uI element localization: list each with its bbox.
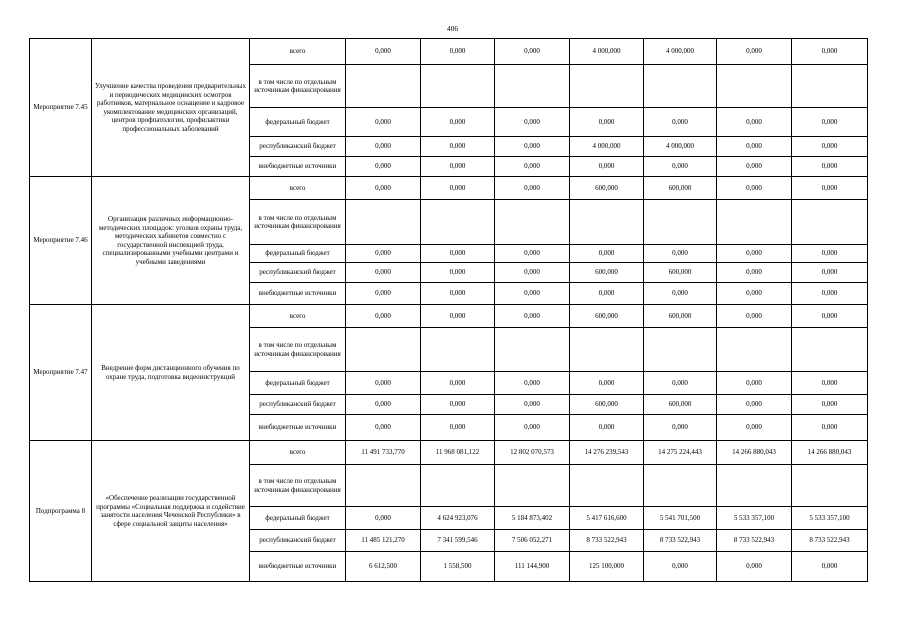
value-cell: 600,000 [570, 395, 644, 415]
value-cell: 4 624 923,076 [421, 507, 495, 530]
value-cell: 0,000 [421, 415, 495, 441]
value-cell: 5 184 873,402 [495, 507, 570, 530]
value-cell [644, 328, 717, 372]
value-cell: 0,000 [792, 283, 868, 305]
value-cell [346, 465, 421, 507]
value-cell: 0,000 [717, 39, 792, 65]
item-description-cell: «Обеспечение реализации государственной программы «Социальная поддержка и содействие занятости населения Чеченской Республики» в сфере социальной защиты населения» [92, 441, 250, 582]
value-cell: 0,000 [792, 245, 868, 263]
value-cell [495, 65, 570, 108]
value-cell: 4 000,000 [570, 137, 644, 157]
value-cell: 0,000 [421, 263, 495, 283]
value-cell: 11 485 121,270 [346, 530, 421, 552]
funding-source-cell: внебюджетные источники [250, 283, 346, 305]
value-cell [421, 328, 495, 372]
value-cell: 0,000 [570, 283, 644, 305]
value-cell [792, 65, 868, 108]
value-cell: 0,000 [495, 283, 570, 305]
value-cell: 14 266 880,043 [792, 441, 868, 465]
value-cell [421, 65, 495, 108]
funding-source-cell: федеральный бюджет [250, 245, 346, 263]
value-cell: 0,000 [717, 177, 792, 200]
value-cell: 4 000,000 [644, 137, 717, 157]
value-cell: 0,000 [421, 305, 495, 328]
value-cell: 0,000 [346, 507, 421, 530]
value-cell: 5 533 357,100 [717, 507, 792, 530]
value-cell: 600,000 [570, 263, 644, 283]
value-cell [421, 200, 495, 245]
value-cell: 600,000 [570, 305, 644, 328]
value-cell: 0,000 [346, 372, 421, 395]
value-cell: 600,000 [644, 263, 717, 283]
value-cell: 0,000 [644, 157, 717, 177]
value-cell: 0,000 [644, 415, 717, 441]
item-description-cell: Внедрение форм дистанционного обучения по охране труда, подготовка видеоинструкций [92, 305, 250, 441]
value-cell [717, 328, 792, 372]
value-cell [644, 465, 717, 507]
funding-source-cell: внебюджетные источники [250, 552, 346, 582]
value-cell: 0,000 [346, 263, 421, 283]
value-cell [717, 65, 792, 108]
value-cell: 0,000 [717, 305, 792, 328]
value-cell [570, 65, 644, 108]
value-cell: 600,000 [644, 395, 717, 415]
funding-source-cell: внебюджетные источники [250, 415, 346, 441]
value-cell [792, 465, 868, 507]
funding-source-cell: всего [250, 305, 346, 328]
value-cell: 11 491 733,770 [346, 441, 421, 465]
page-number: 406 [446, 24, 459, 33]
value-cell: 8 733 522,943 [792, 530, 868, 552]
value-cell: 0,000 [717, 395, 792, 415]
value-cell: 0,000 [792, 157, 868, 177]
value-cell: 0,000 [346, 177, 421, 200]
value-cell [570, 465, 644, 507]
value-cell: 0,000 [421, 372, 495, 395]
value-cell: 0,000 [346, 245, 421, 263]
funding-source-cell: в том числе по отдельным источникам финансирования [250, 465, 346, 507]
funding-source-cell: внебюджетные источники [250, 157, 346, 177]
value-cell: 0,000 [717, 108, 792, 137]
value-cell: 0,000 [421, 283, 495, 305]
value-cell: 0,000 [717, 552, 792, 582]
value-cell: 0,000 [570, 108, 644, 137]
value-cell [346, 328, 421, 372]
value-cell: 0,000 [644, 245, 717, 263]
value-cell: 0,000 [792, 552, 868, 582]
value-cell: 0,000 [495, 245, 570, 263]
value-cell: 0,000 [421, 39, 495, 65]
value-cell: 0,000 [717, 415, 792, 441]
value-cell: 5 541 701,500 [644, 507, 717, 530]
value-cell: 0,000 [717, 137, 792, 157]
item-description-cell: Улучшение качества проведения предварительных и периодических медицинских осмотров работников, материальное оснащение и кадровое укомплектование медицинских организаций, центров профпатологии, профилактики профессиональных заболеваний [92, 39, 250, 177]
value-cell: 0,000 [495, 137, 570, 157]
value-cell: 600,000 [570, 177, 644, 200]
funding-source-cell: республиканский бюджет [250, 263, 346, 283]
value-cell: 0,000 [717, 283, 792, 305]
value-cell: 0,000 [346, 157, 421, 177]
value-cell: 6 612,500 [346, 552, 421, 582]
value-cell: 0,000 [792, 177, 868, 200]
value-cell: 0,000 [792, 137, 868, 157]
table-row [30, 177, 868, 200]
value-cell: 7 341 599,546 [421, 530, 495, 552]
item-name-cell: Мероприятие 7.47 [30, 305, 92, 441]
value-cell: 111 144,900 [495, 552, 570, 582]
value-cell [495, 465, 570, 507]
value-cell: 125 100,000 [570, 552, 644, 582]
funding-source-cell: республиканский бюджет [250, 137, 346, 157]
value-cell [421, 465, 495, 507]
value-cell: 0,000 [346, 137, 421, 157]
value-cell: 0,000 [644, 552, 717, 582]
value-cell: 0,000 [421, 157, 495, 177]
value-cell: 0,000 [495, 39, 570, 65]
value-cell: 0,000 [570, 245, 644, 263]
funding-source-cell: в том числе по отдельным источникам финансирования [250, 200, 346, 245]
funding-source-cell: республиканский бюджет [250, 530, 346, 552]
value-cell [792, 200, 868, 245]
value-cell: 5 417 616,600 [570, 507, 644, 530]
value-cell: 0,000 [346, 415, 421, 441]
value-cell: 0,000 [792, 263, 868, 283]
value-cell: 0,000 [421, 245, 495, 263]
value-cell [644, 65, 717, 108]
value-cell: 0,000 [421, 395, 495, 415]
value-cell: 0,000 [570, 372, 644, 395]
value-cell: 0,000 [346, 108, 421, 137]
value-cell: 0,000 [495, 415, 570, 441]
value-cell: 14 266 880,043 [717, 441, 792, 465]
item-name-cell: Мероприятие 7.46 [30, 177, 92, 305]
value-cell: 0,000 [570, 415, 644, 441]
value-cell: 0,000 [792, 395, 868, 415]
value-cell: 8 733 522,943 [570, 530, 644, 552]
value-cell: 0,000 [717, 372, 792, 395]
value-cell: 0,000 [346, 395, 421, 415]
value-cell: 4 000,000 [570, 39, 644, 65]
funding-source-cell: всего [250, 177, 346, 200]
value-cell [792, 328, 868, 372]
value-cell: 0,000 [495, 177, 570, 200]
value-cell [570, 200, 644, 245]
value-cell: 8 733 522,943 [644, 530, 717, 552]
value-cell: 600,000 [644, 305, 717, 328]
value-cell: 0,000 [717, 245, 792, 263]
value-cell: 0,000 [495, 395, 570, 415]
value-cell: 0,000 [717, 157, 792, 177]
value-cell [495, 328, 570, 372]
funding-source-cell: в том числе по отдельным источникам финансирования [250, 65, 346, 108]
budget-table [29, 38, 868, 582]
item-description-cell: Организация различных информационно-методических площадок: уголков охраны труда, методических кабинетов совместно с государственной инспекцией труда, специализированными учебными центрами и учебными заведениями [92, 177, 250, 305]
item-name-cell: Мероприятие 7.45 [30, 39, 92, 177]
value-cell [346, 65, 421, 108]
value-cell: 0,000 [792, 415, 868, 441]
value-cell: 600,000 [644, 177, 717, 200]
funding-source-cell: республиканский бюджет [250, 395, 346, 415]
value-cell: 4 000,000 [644, 39, 717, 65]
funding-source-cell: всего [250, 39, 346, 65]
funding-source-cell: всего [250, 441, 346, 465]
funding-source-cell: федеральный бюджет [250, 372, 346, 395]
value-cell: 0,000 [421, 177, 495, 200]
value-cell: 0,000 [644, 108, 717, 137]
value-cell: 0,000 [495, 263, 570, 283]
table-row [30, 441, 868, 465]
value-cell: 0,000 [495, 305, 570, 328]
value-cell: 14 275 224,443 [644, 441, 717, 465]
value-cell: 0,000 [421, 108, 495, 137]
value-cell: 0,000 [346, 283, 421, 305]
value-cell: 5 533 357,100 [792, 507, 868, 530]
value-cell: 0,000 [346, 39, 421, 65]
value-cell [570, 328, 644, 372]
value-cell: 12 802 070,573 [495, 441, 570, 465]
item-name-cell: Подпрограмма 8 [30, 441, 92, 582]
value-cell: 0,000 [421, 137, 495, 157]
value-cell: 8 733 522,943 [717, 530, 792, 552]
value-cell: 0,000 [792, 372, 868, 395]
funding-source-cell: федеральный бюджет [250, 108, 346, 137]
value-cell: 0,000 [495, 108, 570, 137]
value-cell: 0,000 [792, 305, 868, 328]
value-cell: 0,000 [644, 372, 717, 395]
value-cell: 0,000 [495, 157, 570, 177]
value-cell [495, 200, 570, 245]
value-cell: 0,000 [792, 108, 868, 137]
table-row [30, 305, 868, 328]
value-cell: 0,000 [644, 283, 717, 305]
value-cell: 0,000 [792, 39, 868, 65]
value-cell: 11 968 081,122 [421, 441, 495, 465]
value-cell [717, 200, 792, 245]
table-row [30, 39, 868, 65]
value-cell: 14 276 239,543 [570, 441, 644, 465]
value-cell: 0,000 [346, 305, 421, 328]
value-cell [717, 465, 792, 507]
value-cell: 0,000 [570, 157, 644, 177]
funding-source-cell: в том числе по отдельным источникам финансирования [250, 328, 346, 372]
value-cell [644, 200, 717, 245]
funding-source-cell: федеральный бюджет [250, 507, 346, 530]
value-cell: 0,000 [495, 372, 570, 395]
value-cell [346, 200, 421, 245]
value-cell: 0,000 [717, 263, 792, 283]
value-cell: 7 506 052,271 [495, 530, 570, 552]
value-cell: 1 558,500 [421, 552, 495, 582]
